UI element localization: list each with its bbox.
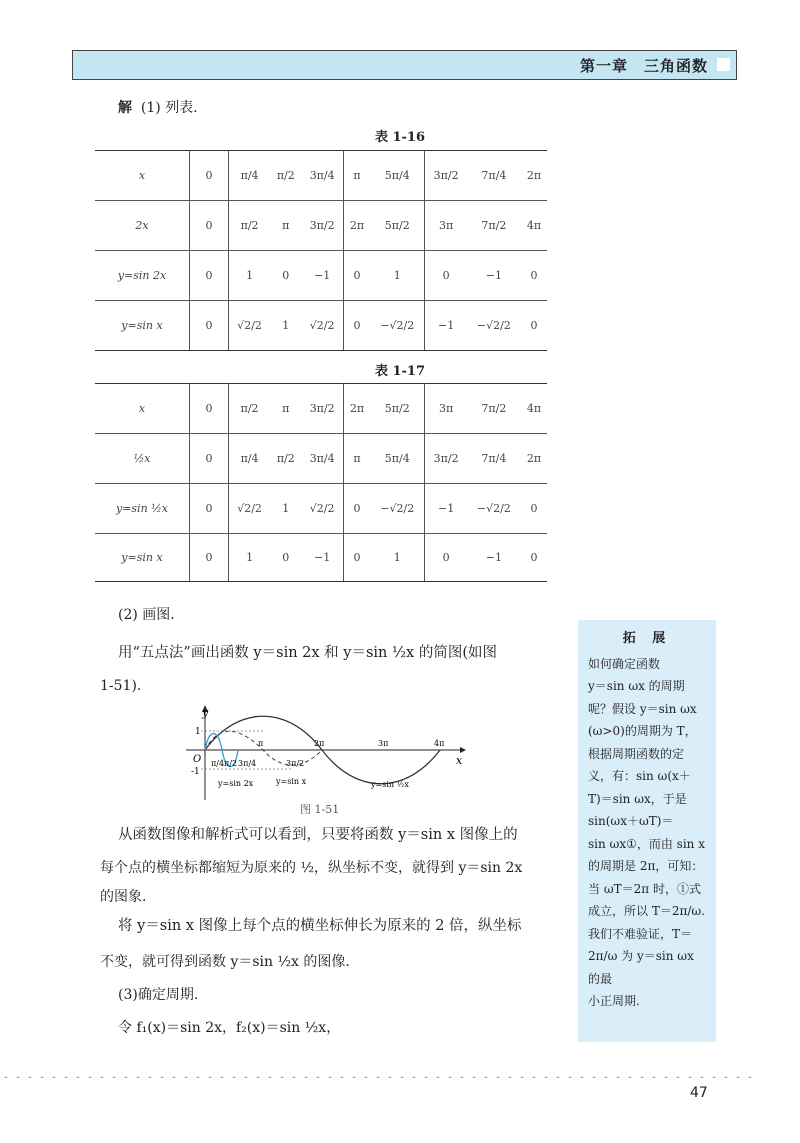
table-cell: 0	[425, 534, 467, 582]
table-cell: π/4	[229, 434, 271, 484]
table-cell: π	[343, 151, 370, 201]
table-cell: 3π/4	[301, 434, 343, 484]
table-row	[95, 484, 547, 534]
table-cell: 1	[270, 301, 301, 351]
table-cell: √2/2	[229, 484, 271, 534]
table-cell: 0	[270, 251, 301, 301]
table-cell: 3π	[425, 201, 467, 251]
sidebar-line: 义，有：sin ω(x＋	[588, 769, 691, 783]
para2-line2: 每个点的横坐标都缩短为原来的 ½，纵坐标不变，就得到 y＝sin 2x	[100, 860, 523, 876]
y-axis-label: y	[202, 706, 209, 719]
tick-2pi: 2π	[314, 739, 325, 748]
row-header-cell: ½x	[95, 434, 190, 484]
footer-dotted-rule	[0, 1076, 760, 1078]
label-sin-2x: y=sin 2x	[218, 779, 254, 788]
table-cell: 1	[229, 251, 271, 301]
step3-formula: 令 f₁(x)＝sin 2x，f₂(x)＝sin ½x，	[118, 1020, 341, 1036]
sidebar-line: 成立，所以 T＝2π/ω.	[588, 904, 705, 918]
table16-caption: 表 1-16	[374, 130, 426, 145]
sidebar-line: 我们不难验证，T＝	[588, 926, 693, 941]
table-cell: 0	[190, 484, 229, 534]
table-1-17	[95, 383, 547, 582]
table-cell: −√2/2	[467, 484, 521, 534]
table-cell: π	[270, 384, 301, 434]
table-cell: 2π	[343, 384, 370, 434]
table-cell: −1	[301, 534, 343, 582]
table-cell: 0	[343, 251, 370, 301]
table-1-16	[95, 150, 547, 351]
tick-3pi-2: 3π/2	[286, 759, 305, 768]
sidebar-line: 2π/ω 为 y＝sin ωx 的最	[588, 949, 694, 986]
table-cell: 0	[343, 534, 370, 582]
table-cell: 0	[521, 251, 547, 301]
step2-text: (2) 画图.	[118, 607, 175, 623]
table-cell: 3π/2	[425, 434, 467, 484]
table-cell: 5π/4	[370, 434, 425, 484]
sidebar-line: 的周期是 2π，可知：	[588, 859, 704, 873]
tick-3pi-4: 3π/4	[238, 759, 257, 768]
table-cell: 0	[190, 151, 229, 201]
table-cell: −1	[301, 251, 343, 301]
table-cell: 4π	[521, 384, 547, 434]
table-cell: 0	[190, 251, 229, 301]
sidebar-line: sin(ωx＋ωT)＝	[588, 814, 674, 828]
sidebar-line: 根据周期函数的定	[588, 746, 685, 761]
table-row	[95, 151, 547, 201]
sidebar-line: 如何确定函数	[588, 656, 661, 671]
table-cell: 0	[343, 484, 370, 534]
table-cell: 4π	[521, 201, 547, 251]
table-cell: 1	[229, 534, 271, 582]
table-cell: 5π/2	[370, 201, 425, 251]
table-cell: 0	[343, 301, 370, 351]
table-cell: −1	[425, 301, 467, 351]
chapter-title: 第一章 三角函数	[579, 57, 708, 75]
table-cell: 2π	[343, 201, 370, 251]
table-cell: 0	[521, 534, 547, 582]
table-row	[95, 301, 547, 351]
table-cell: 0	[521, 484, 547, 534]
table-row	[95, 534, 547, 582]
table-cell: 0	[190, 384, 229, 434]
sidebar-body	[588, 653, 706, 1013]
table-cell: −√2/2	[370, 301, 425, 351]
table-cell: 7π/4	[467, 434, 521, 484]
tick-4pi: 4π	[434, 739, 445, 748]
page-number: 47	[690, 1085, 708, 1101]
table-cell: π/4	[229, 151, 271, 201]
sidebar-line: sin ωx①，而由 sin x	[588, 836, 705, 851]
table-cell: −√2/2	[370, 484, 425, 534]
table-cell: √2/2	[301, 301, 343, 351]
table-cell: 2π	[521, 151, 547, 201]
tick-pi-2: π/2	[224, 759, 238, 768]
table-cell: π/2	[229, 201, 271, 251]
extension-sidebar	[578, 620, 716, 1042]
para3-line2: 不变，就可得到函数 y＝sin ½x 的图像.	[100, 954, 350, 970]
row-header-cell: x	[95, 151, 190, 201]
x-axis-label: x	[456, 754, 463, 767]
solution-label: 解	[118, 100, 132, 116]
row-header-cell: y=sin x	[95, 301, 190, 351]
table-cell: −1	[467, 251, 521, 301]
sidebar-line: (ω>0)的周期为 T，	[588, 724, 697, 738]
step3-text: (3)确定周期.	[118, 987, 199, 1003]
sidebar-line: T)＝sin ωx，于是	[588, 791, 687, 806]
table-cell: 3π/4	[301, 151, 343, 201]
step1-text: (1) 列表.	[140, 100, 198, 116]
table-cell: π	[270, 201, 301, 251]
table-cell: π/2	[270, 434, 301, 484]
table-cell: 5π/2	[370, 384, 425, 434]
row-header-cell: y=sin ½x	[95, 484, 190, 534]
table-cell: 0	[190, 534, 229, 582]
table-row	[95, 251, 547, 301]
table-cell: −√2/2	[467, 301, 521, 351]
solution-line	[118, 98, 198, 118]
row-header-cell: 2x	[95, 201, 190, 251]
para1-line1: 用“五点法”画出函数 y＝sin 2x 和 y＝sin ½x 的简图(如图	[118, 645, 497, 661]
table-cell: π	[343, 434, 370, 484]
table-cell: 0	[425, 251, 467, 301]
sidebar-line: 当 ωT＝2π 时，①式	[588, 881, 701, 896]
y-pos-label: 1	[195, 727, 201, 737]
table-cell: 0	[270, 534, 301, 582]
table-cell: √2/2	[229, 301, 271, 351]
para2-line3: 的图象.	[100, 889, 147, 905]
sidebar-line: 呢？假设 y＝sin ωx	[588, 701, 697, 716]
table-row	[95, 434, 547, 484]
row-header-cell: x	[95, 384, 190, 434]
table-cell: 0	[190, 301, 229, 351]
figure-caption: 图 1-51	[300, 803, 340, 816]
table-row	[95, 384, 547, 434]
sidebar-line: 小正周期.	[588, 994, 640, 1008]
table-cell: 0	[521, 301, 547, 351]
table-row	[95, 201, 547, 251]
tick-3pi: 3π	[378, 739, 389, 748]
table-cell: 3π/2	[425, 151, 467, 201]
table-cell: 3π	[425, 384, 467, 434]
table-cell: −1	[467, 534, 521, 582]
table-cell: 5π/4	[370, 151, 425, 201]
para2-line1: 从函数图像和解析式可以看到，只要将函数 y＝sin x 图像上的	[118, 827, 518, 843]
para1-line2: 1-51).	[100, 678, 142, 694]
tick-pi: π	[258, 739, 264, 748]
table-cell: 7π/2	[467, 201, 521, 251]
table17-caption: 表 1-17	[374, 364, 426, 379]
table-cell: 1	[370, 534, 425, 582]
table-cell: 1	[370, 251, 425, 301]
table-cell: 0	[190, 434, 229, 484]
origin-label: O	[193, 754, 202, 765]
table-cell: 1	[270, 484, 301, 534]
table-cell: 7π/2	[467, 384, 521, 434]
label-sin-half-x: y=sin ½x	[371, 780, 409, 789]
sidebar-line: y＝sin ωx 的周期	[588, 679, 685, 693]
table-cell: 3π/2	[301, 384, 343, 434]
table-cell: 3π/2	[301, 201, 343, 251]
table-cell: 2π	[521, 434, 547, 484]
table-cell: 7π/4	[467, 151, 521, 201]
label-sin-x: y=sin x	[276, 777, 307, 786]
table-cell: π/2	[229, 384, 271, 434]
x-axis-arrow-icon	[460, 747, 466, 753]
row-header-cell: y=sin x	[95, 534, 190, 582]
header-square-icon	[717, 58, 730, 71]
table-cell: √2/2	[301, 484, 343, 534]
table-cell: 0	[190, 201, 229, 251]
row-header-cell: y=sin 2x	[95, 251, 190, 301]
sidebar-title: 拓 展	[622, 631, 672, 646]
chapter-header	[72, 50, 737, 80]
table-cell: −1	[425, 484, 467, 534]
tick-pi-4: π/4	[211, 759, 225, 768]
table-cell: π/2	[270, 151, 301, 201]
y-neg-label: -1	[191, 767, 200, 777]
para3-line1: 将 y＝sin x 图像上每个点的横坐标伸长为原来的 2 倍，纵坐标	[118, 918, 522, 934]
